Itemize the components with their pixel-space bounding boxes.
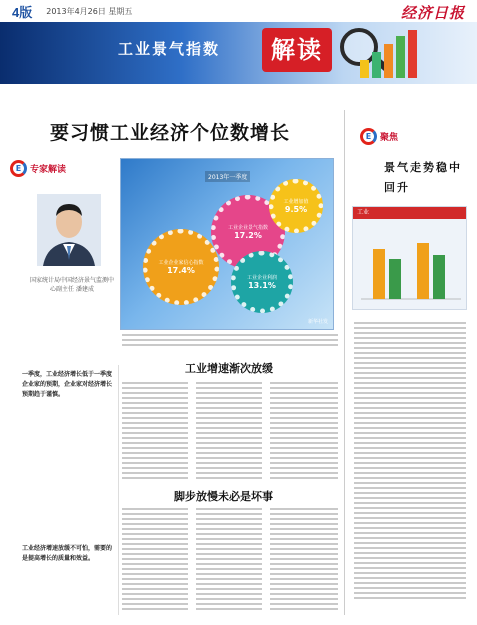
gear-value: 17.2% xyxy=(234,230,262,240)
sidebar-text xyxy=(354,322,466,599)
gear-value: 9.5% xyxy=(284,204,308,214)
bar xyxy=(417,243,429,299)
side-note-2: 工业经济增速放缓不可怕，需要的是提高增长的质量和效益。 xyxy=(22,545,113,562)
infographic-tag: 2013年一季度 xyxy=(205,171,250,182)
sidebar-tag-label: 聚焦 xyxy=(380,133,399,143)
side-note-1: 一季度，工业经济增长低于一季度企业家的预期，企业家对经济增长预期趋于谨慎。 xyxy=(22,371,113,398)
banner-highlight: 解读 xyxy=(262,28,332,72)
expert-portrait xyxy=(37,194,101,266)
section-heading-2: 脚步放慢未必是坏事 xyxy=(174,490,273,503)
bar xyxy=(389,259,401,299)
gear-profit xyxy=(231,251,293,313)
section-heading-1: 工业增速渐次放缓 xyxy=(185,362,273,375)
body-column-1b xyxy=(196,382,262,479)
e-circle-icon: E xyxy=(10,160,27,177)
expert-tag-label: 专家解读 xyxy=(30,165,67,175)
e-circle-icon: E xyxy=(360,128,377,145)
sidebar-tag xyxy=(360,128,398,145)
top-bar xyxy=(0,0,477,22)
gear-confidence xyxy=(143,229,219,305)
gear-infographic xyxy=(120,158,334,330)
portrait-caption: 国家统计局中国经济景气监测中心副主任 潘建成 xyxy=(29,277,114,293)
banner-title: 工业景气指数 xyxy=(118,40,221,58)
sidebar-title: 景气走势稳中回升 xyxy=(384,161,462,194)
sidebar-chart-graphic xyxy=(353,219,466,309)
gear-label: 工业企业利润 xyxy=(246,274,277,281)
infographic-source: 新华社发 xyxy=(307,319,328,325)
gear-label: 工业企业景气指数 xyxy=(227,224,268,231)
newspaper-logo: 经济日报 xyxy=(400,4,465,22)
body-column-2a xyxy=(122,508,188,610)
sidebar-divider xyxy=(344,110,345,615)
gear-value: 17.4% xyxy=(167,265,195,275)
gear-label: 工业企业家信心指数 xyxy=(158,259,204,266)
body-column-1a xyxy=(122,382,188,479)
gear-value: 13.1% xyxy=(248,280,276,290)
body-column-1c xyxy=(270,382,338,479)
body-column-2c xyxy=(270,508,338,610)
bar xyxy=(433,255,445,299)
issue-date: 2013年4月26日 星期五 xyxy=(46,6,133,16)
section-banner xyxy=(0,22,477,84)
sidebar-bar-chart xyxy=(352,206,467,310)
page-number: 4版 xyxy=(12,4,33,20)
gear-label: 工业增加值 xyxy=(283,198,309,205)
column-divider xyxy=(118,365,119,615)
headline: 要习惯工业经济个位数增长 xyxy=(50,122,291,144)
expert-tag xyxy=(10,160,66,177)
body-column-2b xyxy=(196,508,262,610)
gear-value-added xyxy=(269,179,323,233)
sidebar-chart-header: 工业 xyxy=(353,207,466,219)
bar xyxy=(373,249,385,299)
intro-text xyxy=(122,334,338,346)
